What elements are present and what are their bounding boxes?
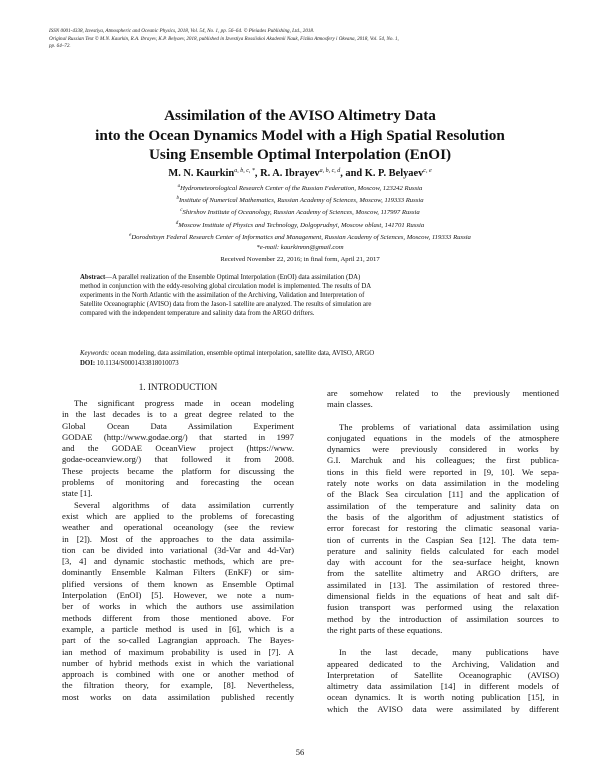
affiliation-mark: a: [177, 184, 181, 189]
text-line: state [1].: [62, 488, 93, 499]
text-line: perature and salinity fields calculated for each model: [327, 545, 559, 556]
text-line: part of the so-called Lagrangian approach. The Bayes-: [62, 635, 294, 646]
text-line: exist which are applied to the problems of forecasting: [62, 510, 294, 521]
text-line: ber of works in which the authors use assimilation: [62, 601, 294, 612]
text-line: dominantly Ensemble Kalman Filters (EnKF) or sim-: [62, 567, 294, 578]
title-line: Using Ensemble Optimal Interpolation (EnOI): [148, 146, 452, 163]
paragraph-gap: [327, 636, 559, 647]
text-line: rately note works on data assimilation in the modeling: [327, 478, 559, 489]
journal-header: [49, 28, 553, 51]
text-line: fusion transport was performed using the relaxation: [327, 602, 559, 613]
doi-text: 10.1134/S0001433818010073: [95, 360, 179, 367]
text-line: godae-oceanview.org/) that followed it from 2008.: [62, 454, 294, 465]
right-column: [327, 388, 559, 715]
author-separator: ,: [254, 168, 261, 179]
paper-title: [40, 106, 560, 165]
keywords-label: Keywords:: [80, 350, 110, 357]
affiliation: [30, 182, 570, 194]
affiliation-list: [30, 182, 570, 253]
text-line: GODAE (http://www.godae.org/) that started in 1997: [62, 431, 294, 442]
text-line: assimilation of the temperature and salinity data on: [327, 500, 559, 511]
text-line: appeared dedicated to the Archiving, Validation and: [327, 658, 559, 669]
affiliation-text: Moscow Institute of Physics and Technology, Dolgoprudnyi, Moscow oblast, 141701 Russia: [178, 221, 425, 229]
text-line: error forecast for restoring the climatic seasonal varia-: [327, 523, 559, 534]
text-line: The significant progress made in ocean modeling: [74, 398, 294, 408]
doi: [80, 360, 520, 367]
affiliation-mark: d: [175, 220, 179, 226]
text-line: the filtration theory, for example, [8]. Nevertheless,: [62, 680, 294, 691]
author-separator: , and: [340, 168, 365, 179]
text-line: methods different from those mentioned above. For: [62, 612, 294, 623]
left-column: [62, 398, 294, 703]
affiliation-text: Shirshov Institute of Oceanology, Russian Academy of Sciences, Moscow, 117997 Russia: [182, 209, 420, 217]
affiliation: [30, 206, 570, 218]
text-line: the basis of the algorithm of adjustment statistics of: [327, 511, 559, 522]
text-line: from the satellite altimetry and ARGO drifters, are: [327, 568, 559, 579]
affiliation-text: Hydrometeorological Research Center of the Russian Federation, Moscow, 123242 Russia: [180, 185, 423, 192]
text-line: method by the introduction of assimilation sources to: [327, 613, 559, 624]
text-line: ian method of maximum probability is used in [7]. A: [62, 646, 294, 657]
text-line: most works on data assimilation published recently: [62, 691, 294, 702]
paragraph-gap: [327, 411, 559, 422]
doi-label: DOI:: [80, 360, 96, 367]
text-line: [3, 4] and dynamic stochastic methods, which are pre-: [62, 556, 294, 567]
abstract: [80, 274, 520, 319]
text-line: Interpolation (EnOI) [5]. However, we note a num-: [62, 590, 294, 601]
affiliation: [30, 231, 570, 243]
author-name: R. A. Ibrayev: [260, 168, 320, 179]
text-line: weather and operational oceanology (see the review: [62, 522, 294, 533]
text-line: are somehow related to the previously mentioned: [327, 388, 559, 398]
contact-email: *e-mail: kaurkinmn@gmail.com: [256, 244, 344, 252]
author-name: M. N. Kaurkin: [168, 168, 235, 179]
keywords-text: ocean modeling, data assimilation, ensemble optimal interpolation, satellite data, AVISO, ARGO: [109, 350, 375, 357]
author-name: K. P. Belyaev: [364, 168, 424, 179]
affiliation-mark: c: [180, 208, 183, 214]
affiliation-text: Dorodnitsyn Federal Research Center of Informatics and Management, Russian Academy of Sciences, Moscow, 119333 Russia: [131, 233, 471, 241]
text-line: the right parts of these equations.: [327, 624, 443, 635]
received-dates: Received November 22, 2016; in final form, April 21, 2017: [220, 256, 380, 263]
text-line: Several algorithms of data assimilation currently: [74, 499, 294, 510]
text-line: approach is combined with one or another method of: [62, 669, 294, 680]
text-line: example, a particle method is used in [6], which is a: [62, 623, 294, 634]
title-line: into the Ocean Dynamics Model with a High Spatial Resolution: [95, 126, 505, 144]
keywords: [80, 349, 520, 359]
text-line: plified versions of them known as Ensemble Optimal: [62, 578, 294, 589]
text-line: which the AVISO data were assimilated by different: [327, 703, 559, 714]
text-line: of the Black Sea circulation [11] and the application of: [327, 489, 559, 500]
affiliation-text: Institute of Numerical Mathematics, Russian Academy of Sciences, Moscow, 119333 Russia: [178, 197, 424, 205]
affiliation-mark: b: [176, 196, 179, 202]
author-affil-marks: a, b, c, d: [319, 168, 341, 174]
text-line: tions in this field were reported in [9, 10]. We sepa-: [327, 466, 559, 477]
text-line: and the GODAE OceanView project (https://www.: [62, 443, 294, 454]
abstract-text: —A parallel realization of the Ensemble Optimal Interpolation (EnOI) data assimilation (DA): [105, 274, 361, 281]
page-number: 56: [295, 747, 305, 757]
affiliation: [30, 219, 570, 231]
header-line: pp. 64–72.: [49, 43, 71, 50]
text-line: in the last decades is to a great degree related to the: [62, 409, 294, 420]
title-line: Assimilation of the AVISO Altimetry Data: [164, 107, 436, 124]
abstract-line: method in conjunction with the eddy-resolving global circulation model is implemented. The results of DA: [80, 282, 372, 290]
text-line: These projects became the platform for discussing the: [62, 465, 294, 476]
text-line: Global Ocean Data Assimilation Experiment: [62, 420, 294, 431]
text-line: problems of monitoring and forecasting the ocean: [62, 477, 294, 488]
abstract-label: Abstract: [80, 274, 106, 281]
text-line: The problems of variational data assimilation using: [339, 421, 559, 432]
text-line: number of hybrid methods exist in which the variational: [62, 657, 294, 668]
author-affil-marks: c, e: [423, 168, 432, 174]
text-line: main classes.: [327, 399, 373, 410]
author-affil-marks: a, b, c, *: [234, 168, 255, 174]
text-line: dimensional fields in the equations of heat and salt dif-: [327, 591, 559, 602]
header-line: Original Russian Text © M.N. Kaurkin, R.A. Ibrayev, K.P. Belyaev, 2018, published in Izvestiya Rossiiskoi Akademii Nauk, Fizika Atmosfery i Okeana, 2018, Vol. 54, No. 1,: [49, 35, 399, 42]
affiliation: [30, 194, 570, 206]
abstract-line: Satellite Oceanographic (AVISO) data from the Jason-1 satellite are analyzed. The results of simulation are: [80, 300, 372, 308]
abstract-line: compared with the independent temperature and salinity data from the ARGO drifters.: [80, 309, 315, 317]
text-line: In the last decade, many publications have: [339, 647, 559, 658]
author-list: [40, 168, 560, 179]
text-line: dynamics were previously considered in works by: [327, 444, 559, 455]
text-line: G.I. Marchuk and his colleagues; the first publica-: [327, 455, 559, 466]
text-line: assimilated in [13]. The assimilation of restored three-: [327, 579, 559, 590]
text-line: ocean dynamics. It is worth noting publication [15], in: [327, 692, 559, 703]
affiliation-mark: e: [129, 232, 132, 238]
text-line: conjugated equations in the models of the atmosphere: [327, 432, 559, 443]
text-line: tion can be divided into variational (3d-Var and 4d-Var): [62, 544, 294, 555]
text-line: tion of currents in the Caspian Sea [12]. The data tem-: [327, 534, 559, 545]
section-heading: 1. INTRODUCTION: [138, 382, 218, 392]
abstract-line: experiments in the North Atlantic with the assimilation of the Archiving, Validation and Interpretation of: [80, 291, 365, 299]
text-line: day with account for the sea-surface height, known: [327, 557, 559, 568]
text-line: altimetry data assimilation [14] in different models of: [327, 681, 559, 692]
abstract-line: [80, 274, 520, 283]
header-line: ISSN 0001-4338, Izvestiya, Atmospheric and Oceanic Physics, 2018, Vol. 54, No. 1, pp. 56–64. © Pleiades Publishing, Ltd., 2018.: [49, 28, 315, 34]
text-line: Interpretation of Satellite Oceanographic (AVISO): [327, 669, 559, 680]
text-line: in [2]). Most of the approaches to the data assimila-: [62, 533, 294, 544]
